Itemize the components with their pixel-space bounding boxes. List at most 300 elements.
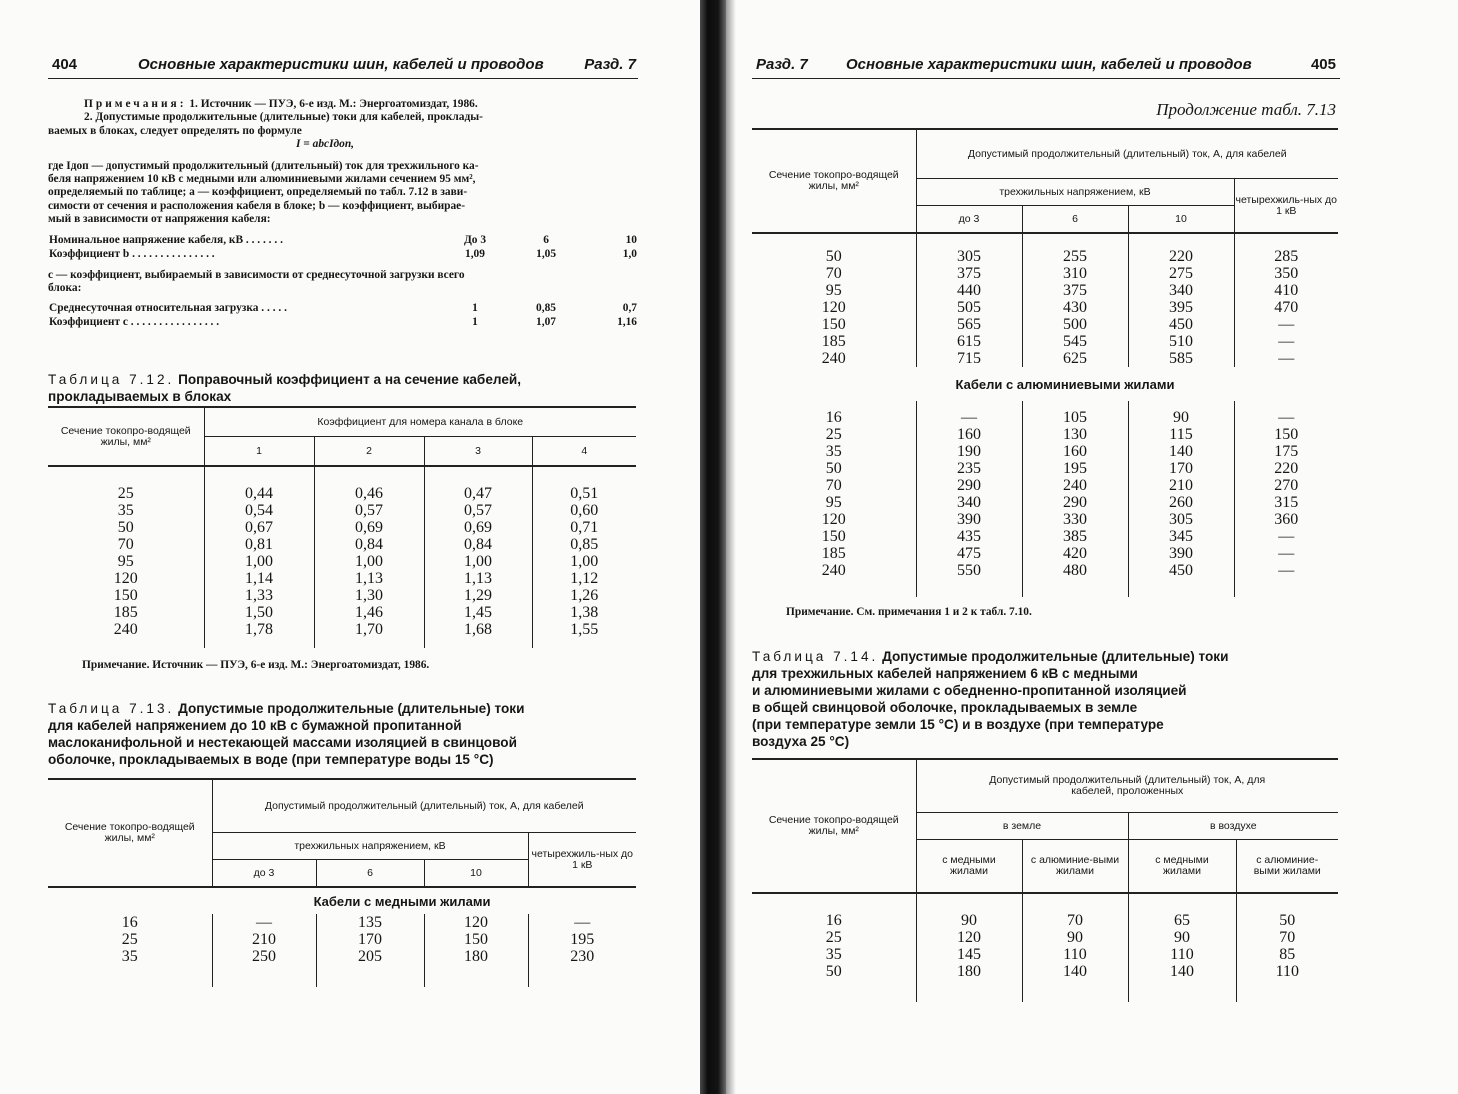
row-value-cell: 210 xyxy=(212,931,316,948)
row-section-cell: 35 xyxy=(117,502,134,519)
title-line: и алюминиевыми жилами с обедненно-пропитанной изоляцией xyxy=(752,683,1187,698)
table-label: Таблица 7.12. xyxy=(48,372,175,387)
row-value-cell: 0,54 xyxy=(204,502,314,519)
table-row xyxy=(48,519,636,536)
load-value: 1 xyxy=(472,302,478,315)
table-row xyxy=(48,931,636,948)
row-value-cell: 90 xyxy=(916,912,1022,929)
channel-header: 4 xyxy=(532,437,636,467)
row-value-cell: 350 xyxy=(1234,265,1338,282)
row-value-cell: 625 xyxy=(1022,350,1128,367)
table-row xyxy=(752,477,1338,494)
row-value-cell: 110 xyxy=(1236,963,1338,980)
table-row xyxy=(48,587,636,604)
row-value-cell: 345 xyxy=(1128,528,1234,545)
notes-block xyxy=(48,98,638,329)
table-label: Таблица 7.13. xyxy=(48,701,175,716)
row-section-cell: 240 xyxy=(821,562,846,579)
row-section-cell: 120 xyxy=(821,299,846,316)
row-value-cell: 360 xyxy=(1234,511,1338,528)
table-7-12-title xyxy=(48,371,638,405)
col-three-header: трехжильных напряжением, кВ xyxy=(212,833,528,860)
col-section-header: Сечение токопро-водящей жилы, мм² xyxy=(752,129,916,233)
row-value-cell: — xyxy=(1234,528,1338,545)
copper-header: с медными жилами xyxy=(916,840,1022,894)
row-section-cell: 70 xyxy=(825,477,842,494)
row-value-cell: 160 xyxy=(916,426,1022,443)
row-value-cell: 150 xyxy=(1234,426,1338,443)
channel-header: 1 xyxy=(204,437,314,467)
row-value-cell: 305 xyxy=(916,248,1022,265)
row-section-cell: 25 xyxy=(825,426,842,443)
title-line: в общей свинцовой оболочке, прокладываемых в земле xyxy=(752,700,1138,715)
table-row xyxy=(752,963,1338,980)
row-value-cell: — xyxy=(1234,409,1338,426)
row-value-cell: 305 xyxy=(1128,511,1234,528)
row-value-cell: — xyxy=(1234,333,1338,350)
section-label: Разд. 7 xyxy=(756,56,808,73)
title-line: Допустимые продолжительные (длительные) токи xyxy=(882,649,1229,664)
channel-header: 3 xyxy=(424,437,532,467)
row-value-cell: 175 xyxy=(1234,443,1338,460)
row-section-cell: 25 xyxy=(117,485,134,502)
b-value: 1,09 xyxy=(465,247,485,260)
row-value-cell: 85 xyxy=(1236,946,1338,963)
row-section-cell: 150 xyxy=(821,528,846,545)
row-section-cell: 240 xyxy=(113,621,138,638)
row-value-cell: 290 xyxy=(916,477,1022,494)
row-value-cell: 0,69 xyxy=(424,519,532,536)
row-value-cell: 550 xyxy=(916,562,1022,579)
row-value-cell: 1,30 xyxy=(314,587,424,604)
row-value-cell: 1,13 xyxy=(424,570,532,587)
row-value-cell: 145 xyxy=(916,946,1022,963)
row-section-cell: 50 xyxy=(825,460,842,477)
row-value-cell: 190 xyxy=(916,443,1022,460)
row-value-cell: 235 xyxy=(916,460,1022,477)
row-value-cell: 90 xyxy=(1022,929,1128,946)
table-row xyxy=(48,536,636,553)
row-section-cell: 150 xyxy=(821,316,846,333)
table-row xyxy=(752,929,1338,946)
row-value-cell: 0,69 xyxy=(314,519,424,536)
row-value-cell: 1,55 xyxy=(532,621,636,638)
title-line: Поправочный коэффициент a на сечение кабелей, xyxy=(178,372,522,387)
row-value-cell: 0,67 xyxy=(204,519,314,536)
table-row xyxy=(752,282,1338,299)
col-four-header: четырехжиль-ных до 1 кВ xyxy=(1234,179,1338,234)
row-value-cell: 170 xyxy=(1128,460,1234,477)
table-row xyxy=(752,299,1338,316)
row-value-cell: 180 xyxy=(424,948,528,965)
row-value-cell: 430 xyxy=(1022,299,1128,316)
table-row xyxy=(752,528,1338,545)
where-5: мый в зависимости от напряжения кабеля: xyxy=(48,213,271,226)
row-value-cell: 250 xyxy=(212,948,316,965)
row-value-cell: 470 xyxy=(1234,299,1338,316)
notes-label: Примечания: xyxy=(84,98,187,110)
row-section-cell: 95 xyxy=(825,282,842,299)
row-value-cell: 450 xyxy=(1128,562,1234,579)
row-section-cell: 240 xyxy=(821,350,846,367)
voltage-header: 10 xyxy=(1128,206,1234,234)
row-section-cell: 70 xyxy=(825,265,842,282)
row-value-cell: 65 xyxy=(1128,912,1236,929)
voltage-header: до 3 xyxy=(212,860,316,888)
row-value-cell: 450 xyxy=(1128,316,1234,333)
row-section-cell: 150 xyxy=(113,587,138,604)
note-2a: 2. Допустимые продолжительные (длительные) токи для кабелей, проклады- xyxy=(84,111,483,124)
table-label: Таблица 7.14. xyxy=(752,649,879,664)
header-title: Основные характеристики шин, кабелей и проводов xyxy=(138,56,544,73)
row-section-cell: 50 xyxy=(825,248,842,265)
subhead-copper: Кабели с медными жилами xyxy=(313,893,491,909)
row-value-cell: 120 xyxy=(916,929,1022,946)
col-three-header: трехжильных напряжением, кВ xyxy=(916,179,1234,206)
table-row xyxy=(48,502,636,519)
b-value: 1,0 xyxy=(622,247,637,260)
c-value: 1 xyxy=(472,316,478,329)
row-value-cell: 270 xyxy=(1234,477,1338,494)
title-line: оболочке, прокладываемых в воде (при температуре воды 15 °С) xyxy=(48,752,494,767)
row-value-cell: 70 xyxy=(1236,929,1338,946)
voltage-value: 10 xyxy=(625,233,637,246)
subhead-aluminum: Кабели с алюминиевыми жилами xyxy=(955,376,1175,392)
row-value-cell: 500 xyxy=(1022,316,1128,333)
row-value-cell: 1,38 xyxy=(532,604,636,621)
row-section-cell: 185 xyxy=(821,333,846,350)
row-value-cell: 1,70 xyxy=(314,621,424,638)
row-value-cell: — xyxy=(1234,545,1338,562)
note-1: 1. Источник — ПУЭ, 6-е изд. М.: Энергоатомиздат, 1986. xyxy=(189,98,478,110)
table-7-13-continued xyxy=(752,128,1338,597)
row-value-cell: 395 xyxy=(1128,299,1234,316)
row-section-cell: 95 xyxy=(117,553,134,570)
row-value-cell: 475 xyxy=(916,545,1022,562)
row-value-cell: 130 xyxy=(1022,426,1128,443)
table-7-12-note: Примечание. Источник — ПУЭ, 6-е изд. М.: Энергоатомиздат, 1986. xyxy=(82,659,430,671)
col-section-header: Сечение токопро-водящей жилы, мм² xyxy=(48,779,212,887)
row-value-cell: 410 xyxy=(1234,282,1338,299)
row-section-cell: 70 xyxy=(117,536,134,553)
row-value-cell: — xyxy=(212,914,316,931)
row-section-cell: 25 xyxy=(121,931,138,948)
row-value-cell: 0,84 xyxy=(314,536,424,553)
row-section-cell: 16 xyxy=(825,912,842,929)
row-value-cell: 715 xyxy=(916,350,1022,367)
voltage-label: Номинальное напряжение кабеля, кВ . . . . . . . xyxy=(49,233,283,246)
where-2: беля напряжением 10 кВ с медными или алюминиевыми жилами сечением 95 мм², xyxy=(48,173,476,186)
row-value-cell: 135 xyxy=(316,914,424,931)
voltage-header: 10 xyxy=(424,860,528,888)
row-value-cell: 545 xyxy=(1022,333,1128,350)
right-running-header xyxy=(752,54,1340,79)
row-value-cell: 140 xyxy=(1022,963,1128,980)
table-row xyxy=(752,409,1338,426)
table-row xyxy=(48,948,636,965)
table-7-14 xyxy=(752,758,1338,1002)
row-value-cell: 1,33 xyxy=(204,587,314,604)
row-value-cell: 140 xyxy=(1128,963,1236,980)
row-section-cell: 35 xyxy=(825,443,842,460)
table-7-13-note: Примечание. См. примечания 1 и 2 к табл. 7.10. xyxy=(786,606,1032,618)
row-value-cell: 115 xyxy=(1128,426,1234,443)
col-group-header: Допустимый продолжительный (длительный) ток, А, для кабелей xyxy=(916,129,1338,179)
book-spine xyxy=(700,0,726,1094)
right-page xyxy=(752,0,1340,1094)
row-value-cell: 340 xyxy=(916,494,1022,511)
row-section-cell: 50 xyxy=(117,519,134,536)
table-row xyxy=(48,570,636,587)
voltage-header: 6 xyxy=(1022,206,1128,234)
table-7-14-body xyxy=(752,912,1338,980)
row-value-cell: 105 xyxy=(1022,409,1128,426)
aluminum-header: с алюминие-выми жилами xyxy=(1022,840,1128,894)
left-page xyxy=(48,0,638,1094)
row-value-cell: 1,50 xyxy=(204,604,314,621)
row-section-cell: 120 xyxy=(821,511,846,528)
table-row xyxy=(752,494,1338,511)
row-value-cell: 385 xyxy=(1022,528,1128,545)
row-value-cell: 50 xyxy=(1236,912,1338,929)
row-value-cell: 260 xyxy=(1128,494,1234,511)
copper-header: с медными жилами xyxy=(1128,840,1236,894)
row-value-cell: 0,47 xyxy=(424,485,532,502)
channel-header: 2 xyxy=(314,437,424,467)
row-value-cell: 180 xyxy=(916,963,1022,980)
table-row xyxy=(48,914,636,931)
row-section-cell: 185 xyxy=(821,545,846,562)
table-row xyxy=(752,248,1338,265)
title-line: для кабелей напряжением до 10 кВ с бумажной пропитанной xyxy=(48,718,462,733)
row-value-cell: 0,57 xyxy=(314,502,424,519)
row-section-cell: 120 xyxy=(113,570,138,587)
row-value-cell: 110 xyxy=(1022,946,1128,963)
row-value-cell: 90 xyxy=(1128,409,1234,426)
table-row xyxy=(48,485,636,502)
table-7-12 xyxy=(48,406,636,648)
row-value-cell: 1,29 xyxy=(424,587,532,604)
c-value: 1,16 xyxy=(617,316,637,329)
row-value-cell: 565 xyxy=(916,316,1022,333)
row-value-cell: 330 xyxy=(1022,511,1128,528)
table-row xyxy=(48,604,636,621)
in-ground-header: в земле xyxy=(916,813,1128,840)
formula: I = abcIдоп, xyxy=(296,138,355,151)
row-value-cell: 0,84 xyxy=(424,536,532,553)
note-2b: ваемых в блоках, следует определять по формуле xyxy=(48,124,302,137)
row-value-cell: 585 xyxy=(1128,350,1234,367)
row-section-cell: 35 xyxy=(121,948,138,965)
row-value-cell: — xyxy=(916,409,1022,426)
row-value-cell: 140 xyxy=(1128,443,1234,460)
c-label: Коэффициент c . . . . . . . . . . . . . . . . xyxy=(49,316,220,329)
row-value-cell: 375 xyxy=(916,265,1022,282)
row-value-cell: 285 xyxy=(1234,248,1338,265)
row-value-cell: 420 xyxy=(1022,545,1128,562)
row-value-cell: 440 xyxy=(916,282,1022,299)
row-section-cell: 95 xyxy=(825,494,842,511)
table-row xyxy=(48,621,636,638)
row-value-cell: 0,44 xyxy=(204,485,314,502)
row-value-cell: 480 xyxy=(1022,562,1128,579)
section-label: Разд. 7 xyxy=(584,56,636,73)
aluminum-header: с алюминие-выми жилами xyxy=(1236,840,1338,894)
load-value: 0,85 xyxy=(536,302,556,315)
voltage-header: до 3 xyxy=(916,206,1022,234)
voltage-coef-table xyxy=(48,233,638,261)
row-value-cell: 510 xyxy=(1128,333,1234,350)
col-four-header: четырехжиль-ных до 1 кВ xyxy=(528,833,636,888)
row-section-cell: 50 xyxy=(825,963,842,980)
table-7-13-aluminum-body xyxy=(752,409,1338,579)
title-line: (при температуре земли 15 °С) и в воздухе (при температуре xyxy=(752,717,1164,732)
row-value-cell: 0,85 xyxy=(532,536,636,553)
row-value-cell: 120 xyxy=(424,914,528,931)
col-group-header: Допустимый продолжительный (длительный) ток, А, для кабелей xyxy=(212,779,636,833)
row-value-cell: 1,00 xyxy=(204,553,314,570)
row-value-cell: 170 xyxy=(316,931,424,948)
row-value-cell: 1,14 xyxy=(204,570,314,587)
row-value-cell: 0,71 xyxy=(532,519,636,536)
row-value-cell: 150 xyxy=(424,931,528,948)
row-value-cell: 90 xyxy=(1128,929,1236,946)
row-value-cell: 220 xyxy=(1234,460,1338,477)
row-value-cell: 1,26 xyxy=(532,587,636,604)
table-row xyxy=(752,946,1338,963)
row-value-cell: — xyxy=(1234,562,1338,579)
row-value-cell: 1,13 xyxy=(314,570,424,587)
col-group-header: Коэффициент для номера канала в блоке xyxy=(204,407,636,437)
col-section-header: Сечение токопро-водящей жилы, мм² xyxy=(752,759,916,893)
row-section-cell: 35 xyxy=(825,946,842,963)
row-value-cell: 275 xyxy=(1128,265,1234,282)
c-value: 1,07 xyxy=(536,316,556,329)
row-value-cell: 315 xyxy=(1234,494,1338,511)
title-line: Допустимые продолжительные (длительные) токи xyxy=(178,701,525,716)
load-coef-table xyxy=(48,301,638,329)
b-value: 1,05 xyxy=(536,247,557,260)
row-value-cell: — xyxy=(1234,350,1338,367)
row-section-cell: 25 xyxy=(825,929,842,946)
row-value-cell: 375 xyxy=(1022,282,1128,299)
row-value-cell: 230 xyxy=(528,948,636,965)
row-section-cell: 16 xyxy=(121,914,138,931)
table-row xyxy=(752,511,1338,528)
voltage-value: 6 xyxy=(543,233,549,246)
row-value-cell: 110 xyxy=(1128,946,1236,963)
in-air-header: в воздухе xyxy=(1128,813,1338,840)
where-3: определяемый по таблице; a — коэффициент, определяемый по табл. 7.12 в зави- xyxy=(48,186,468,199)
load-label: Среднесуточная относительная загрузка . . . . . xyxy=(49,302,287,315)
page-number: 404 xyxy=(52,56,78,73)
table-7-14-title xyxy=(752,648,1352,750)
row-value-cell: — xyxy=(528,914,636,931)
voltage-value: До 3 xyxy=(463,233,487,246)
row-value-cell: 1,00 xyxy=(532,553,636,570)
col-group-header: Допустимый продолжительный (длительный) ток, А, для кабелей, проложенных xyxy=(916,759,1338,813)
row-value-cell: 70 xyxy=(1022,912,1128,929)
where-4: симости от сечения и расположения кабеля в блоке; b — коэффициент, выбирае- xyxy=(48,199,466,212)
table-row xyxy=(752,460,1338,477)
title-line: для трехжильных кабелей напряжением 6 кВ с медными xyxy=(752,666,1138,681)
col-section-header: Сечение токопро-водящей жилы, мм² xyxy=(48,407,204,466)
row-value-cell: 310 xyxy=(1022,265,1128,282)
table-7-13-body xyxy=(48,914,636,965)
where-1: где Iдоп — допустимый продолжительный (длительный) ток для трехжильного ка- xyxy=(48,159,479,172)
b-label: Коэффициент b . . . . . . . . . . . . . . . xyxy=(49,247,215,260)
page-number: 405 xyxy=(1310,56,1336,73)
table-row xyxy=(48,553,636,570)
table-row xyxy=(752,443,1338,460)
row-value-cell: 1,00 xyxy=(314,553,424,570)
row-value-cell: 340 xyxy=(1128,282,1234,299)
table-row xyxy=(752,265,1338,282)
row-value-cell: 240 xyxy=(1022,477,1128,494)
table-7-13-title xyxy=(48,700,648,768)
table-7-12-body xyxy=(48,485,636,638)
c-text-2: блока: xyxy=(48,282,82,295)
row-value-cell: 0,60 xyxy=(532,502,636,519)
load-value: 0,7 xyxy=(622,302,637,315)
row-value-cell: 255 xyxy=(1022,248,1128,265)
row-value-cell: 205 xyxy=(316,948,424,965)
row-value-cell: 505 xyxy=(916,299,1022,316)
row-value-cell: 195 xyxy=(528,931,636,948)
row-value-cell: 390 xyxy=(1128,545,1234,562)
row-value-cell: 1,68 xyxy=(424,621,532,638)
row-value-cell: 210 xyxy=(1128,477,1234,494)
table-row xyxy=(752,545,1338,562)
table-row xyxy=(752,426,1338,443)
row-value-cell: 1,00 xyxy=(424,553,532,570)
row-value-cell: 0,51 xyxy=(532,485,636,502)
row-value-cell: 1,12 xyxy=(532,570,636,587)
left-running-header xyxy=(48,54,638,79)
row-value-cell: 0,81 xyxy=(204,536,314,553)
title-line: прокладываемых в блоках xyxy=(48,389,232,404)
row-value-cell: 0,46 xyxy=(314,485,424,502)
row-value-cell: 220 xyxy=(1128,248,1234,265)
row-value-cell: 290 xyxy=(1022,494,1128,511)
table-row xyxy=(752,350,1338,367)
table-7-13-copper-body xyxy=(752,248,1338,367)
table-row xyxy=(752,562,1338,579)
row-value-cell: 435 xyxy=(916,528,1022,545)
title-line: маслоканифольной и нестекающей массами изоляцией в свинцовой xyxy=(48,735,517,750)
table-row xyxy=(752,912,1338,929)
row-value-cell: — xyxy=(1234,316,1338,333)
c-text-1: c — коэффициент, выбираемый в зависимости от среднесуточной загрузки всего xyxy=(48,268,465,281)
book-spine-shadow xyxy=(726,0,736,1094)
continuation-label: Продолжение табл. 7.13 xyxy=(1156,100,1336,119)
row-value-cell: 1,46 xyxy=(314,604,424,621)
row-value-cell: 1,45 xyxy=(424,604,532,621)
row-value-cell: 390 xyxy=(916,511,1022,528)
table-7-13 xyxy=(48,778,636,987)
row-section-cell: 16 xyxy=(825,409,842,426)
voltage-header: 6 xyxy=(316,860,424,888)
row-value-cell: 0,57 xyxy=(424,502,532,519)
row-value-cell: 160 xyxy=(1022,443,1128,460)
title-line: воздуха 25 °С) xyxy=(752,734,850,749)
row-section-cell: 185 xyxy=(113,604,138,621)
row-value-cell: 1,78 xyxy=(204,621,314,638)
header-title: Основные характеристики шин, кабелей и проводов xyxy=(846,56,1252,73)
table-row xyxy=(752,316,1338,333)
row-value-cell: 615 xyxy=(916,333,1022,350)
row-value-cell: 195 xyxy=(1022,460,1128,477)
